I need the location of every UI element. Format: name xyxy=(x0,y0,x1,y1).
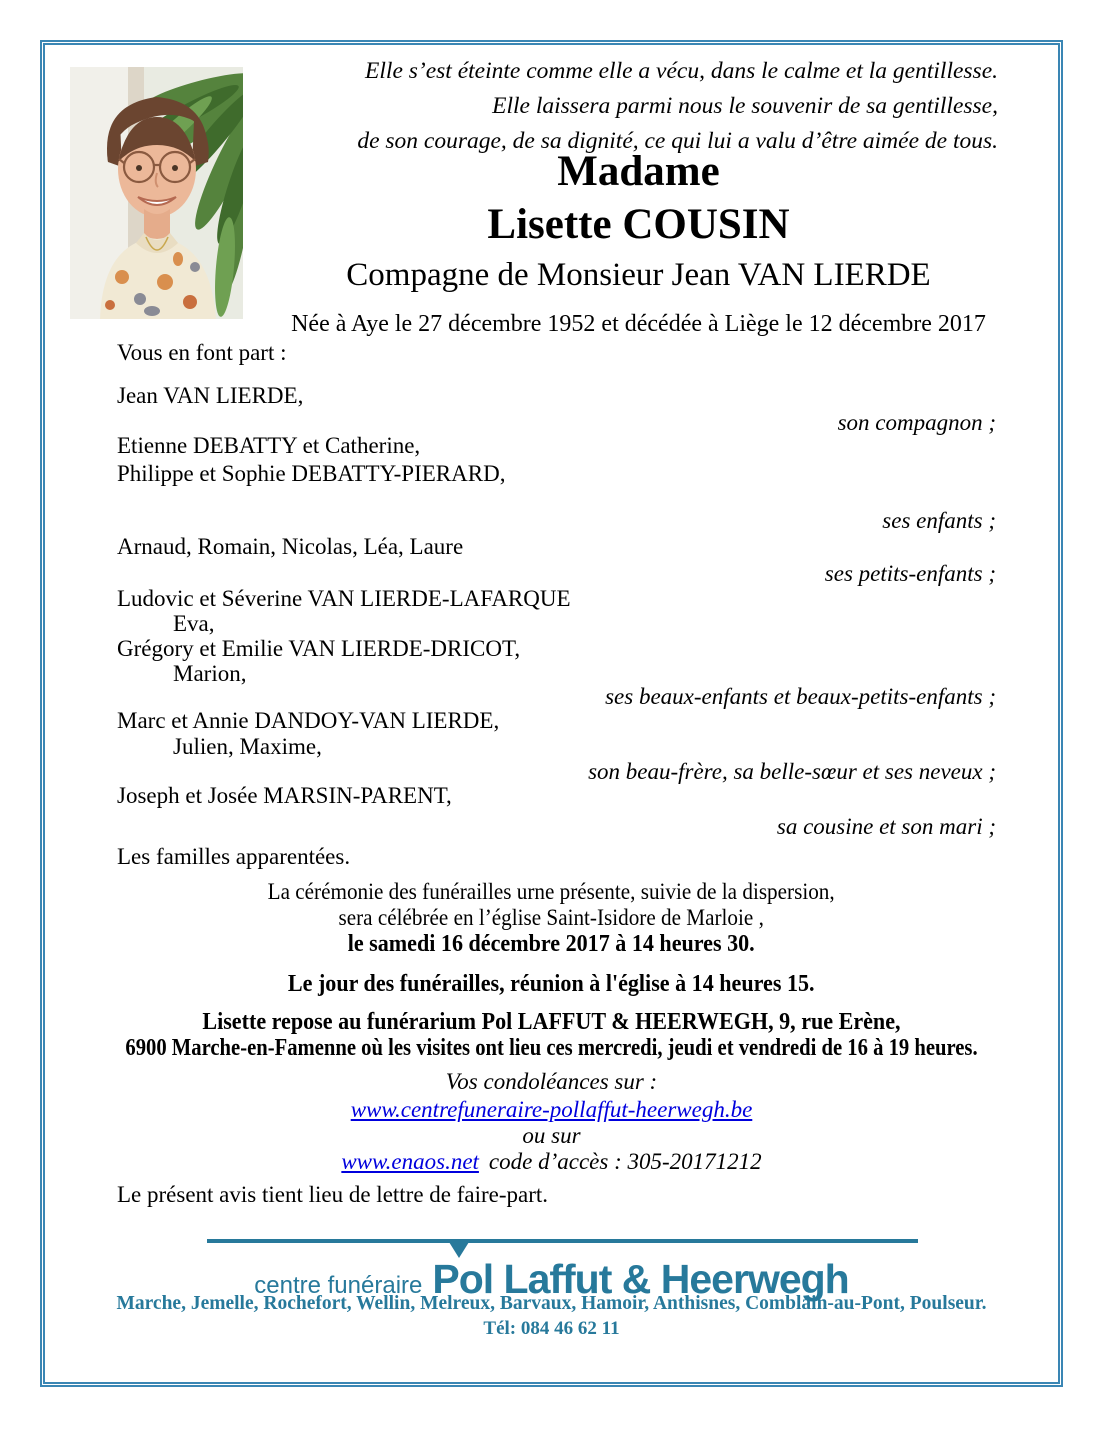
family-name: Jean VAN LIERDE, xyxy=(117,383,304,408)
family-name: Philippe et Sophie DEBATTY-PIERARD, xyxy=(117,461,506,486)
condolences-link-line xyxy=(45,1096,1058,1123)
enaos-line xyxy=(45,1148,1058,1175)
footer-divider xyxy=(207,1239,918,1243)
relation-label: ses beaux-enfants et beaux-petits-enfants ; xyxy=(605,684,996,709)
epitaph-line: de son courage, de sa dignité, ce qui lui a valu d’être aimée de tous. xyxy=(357,128,998,154)
family-name: Grégory et Emilie VAN LIERDE-DRICOT, xyxy=(117,636,521,661)
family-name: Marc et Annie DANDOY-VAN LIERDE, xyxy=(117,708,500,733)
relation-label: ses enfants ; xyxy=(882,508,996,533)
ceremony-line xyxy=(45,878,1058,905)
family-name: Joseph et Josée MARSIN-PARENT, xyxy=(117,783,452,808)
family-name: Marion, xyxy=(173,661,247,686)
condolences-intro: Vos condoléances sur : xyxy=(445,1069,658,1094)
brand-small-text: centre funéraire xyxy=(254,1272,423,1299)
meeting-text: Le jour des funérailles, réunion à l'église à 14 heures 15. xyxy=(288,971,815,997)
intro-line: Vous en font part : xyxy=(117,340,287,365)
relation-label: sa cousine et son mari ; xyxy=(776,814,996,839)
deceased-name: Lisette COUSIN xyxy=(487,201,790,248)
family-name: Ludovic et Séverine VAN LIERDE-LAFARQUE xyxy=(117,586,571,611)
epitaph-line: Elle laissera parmi nous le souvenir de sa gentillesse, xyxy=(492,93,998,119)
branch-cities-line: Marche, Jemelle, Rochefort, Wellin, Melreux, Barvaux, Hamoir, Anthisnes, Comblain-au-Pont, Poulseur. xyxy=(116,1293,987,1314)
portrait-photo-image xyxy=(70,67,243,319)
relation-label: son beau-frère, sa belle-sœur et ses neveux ; xyxy=(588,759,996,784)
epitaph-quote xyxy=(357,54,998,159)
closing-line: Les familles apparentées. xyxy=(117,844,351,869)
funeral-home-website-link[interactable]: www.centrefuneraire-pollaffut-heerwegh.be xyxy=(350,1097,753,1122)
or-line: ou sur xyxy=(522,1123,581,1148)
ceremony-text: sera célébrée en l’église Saint-Isidore de Marloie , xyxy=(338,905,765,930)
title-madame: Madame xyxy=(557,148,720,195)
companion-line: Compagne de Monsieur Jean VAN LIERDE xyxy=(346,257,931,293)
family-name: Eva, xyxy=(173,611,215,636)
family-name: Arnaud, Romain, Nicolas, Léa, Laure xyxy=(117,534,464,559)
portrait-photo xyxy=(70,67,243,319)
meeting-line xyxy=(45,971,1058,998)
relation-label: son compagnon ; xyxy=(837,410,996,435)
access-code-text: code d’accès : 305-20171212 xyxy=(488,1149,762,1174)
birth-death-line: Née à Aye le 27 décembre 1952 et décédée à Liège le 12 décembre 2017 xyxy=(291,311,986,337)
ceremony-text: La cérémonie des funérailles urne présente, suivie de la dispersion, xyxy=(267,879,835,904)
brand-large-text: Pol Laffut & Heerwegh xyxy=(432,1256,849,1302)
ceremony-line xyxy=(45,904,1058,931)
family-name: Julien, Maxime, xyxy=(173,734,322,759)
repose-line xyxy=(45,1009,1058,1036)
ceremony-date-line xyxy=(45,931,1058,958)
repose-line xyxy=(45,1035,1058,1062)
enaos-website-link[interactable]: www.enaos.net xyxy=(341,1149,479,1174)
announcement-page xyxy=(40,40,1063,1387)
deceased-heading xyxy=(273,145,1004,338)
ceremony-date-text: le samedi 16 décembre 2017 à 14 heures 30. xyxy=(347,931,756,957)
epitaph-line: Elle s’est éteinte comme elle a vécu, dans le calme et la gentillesse. xyxy=(365,58,998,84)
repose-text: 6900 Marche-en-Famenne où les visites ont lieu ces mercredi, jeudi et vendredi de 16 à 19 heures. xyxy=(125,1035,978,1061)
phone-line: Tél: 084 46 62 11 xyxy=(483,1318,620,1339)
notice-line: Le présent avis tient lieu de lettre de faire-part. xyxy=(117,1182,549,1207)
family-name: Etienne DEBATTY et Catherine, xyxy=(117,433,421,458)
repose-text: Lisette repose au funérarium Pol LAFFUT & HEERWEGH, 9, rue Erène, xyxy=(202,1009,901,1035)
relation-label: ses petits-enfants ; xyxy=(824,561,996,586)
